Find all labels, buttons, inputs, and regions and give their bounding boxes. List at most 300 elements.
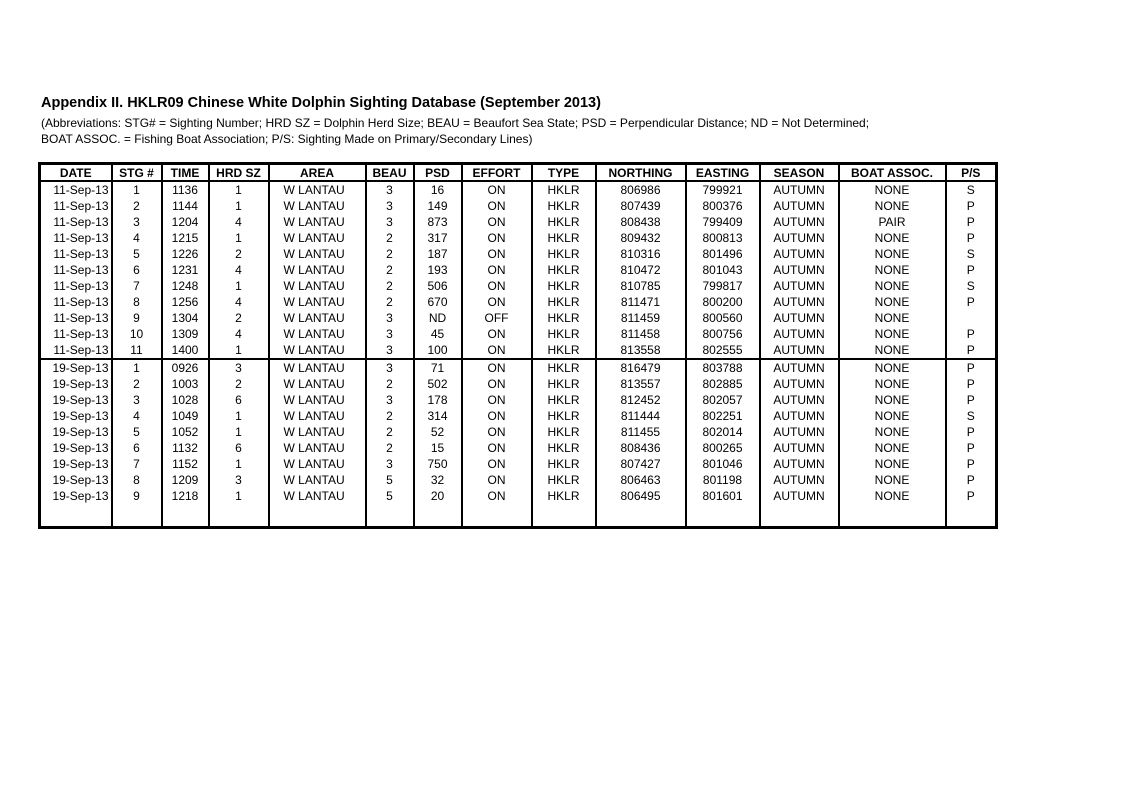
easting-cell: 801198 [686, 472, 760, 488]
season-cell: AUTUMN [760, 472, 839, 488]
boat-assoc-cell: NONE [839, 392, 946, 408]
table-filler-row [40, 504, 997, 528]
area-cell: W LANTAU [269, 392, 366, 408]
season-cell: AUTUMN [760, 359, 839, 376]
ps-cell: P [946, 424, 997, 440]
date-cell: 11-Sep-13 [40, 230, 112, 246]
column-header: PSD [414, 164, 462, 182]
column-header: EFFORT [462, 164, 532, 182]
psd-cell: 15 [414, 440, 462, 456]
northing-cell: 807427 [596, 456, 686, 472]
type-cell: HKLR [532, 359, 596, 376]
date-cell: 19-Sep-13 [40, 456, 112, 472]
ps-cell: P [946, 294, 997, 310]
table-row [40, 310, 997, 326]
table-row [40, 342, 997, 359]
table-header-row [40, 164, 997, 182]
effort-cell: OFF [462, 310, 532, 326]
northing-cell: 810785 [596, 278, 686, 294]
empty-cell [462, 504, 532, 528]
boat-assoc-cell: NONE [839, 198, 946, 214]
psd-cell: 314 [414, 408, 462, 424]
area-cell: W LANTAU [269, 230, 366, 246]
stg-cell: 4 [112, 230, 162, 246]
empty-cell [596, 504, 686, 528]
northing-cell: 807439 [596, 198, 686, 214]
area-cell: W LANTAU [269, 181, 366, 198]
stg-cell: 2 [112, 198, 162, 214]
area-cell: W LANTAU [269, 376, 366, 392]
column-header: STG # [112, 164, 162, 182]
area-cell: W LANTAU [269, 326, 366, 342]
boat-assoc-cell: NONE [839, 456, 946, 472]
herd-size-cell: 4 [209, 214, 269, 230]
beau-cell: 2 [366, 278, 414, 294]
column-header: BEAU [366, 164, 414, 182]
beau-cell: 3 [366, 359, 414, 376]
herd-size-cell: 1 [209, 278, 269, 294]
boat-assoc-cell: NONE [839, 424, 946, 440]
boat-assoc-cell: NONE [839, 294, 946, 310]
time-cell: 0926 [162, 359, 209, 376]
time-cell: 1049 [162, 408, 209, 424]
season-cell: AUTUMN [760, 181, 839, 198]
ps-cell: P [946, 472, 997, 488]
season-cell: AUTUMN [760, 326, 839, 342]
herd-size-cell: 1 [209, 456, 269, 472]
empty-cell [366, 504, 414, 528]
season-cell: AUTUMN [760, 456, 839, 472]
ps-cell: P [946, 214, 997, 230]
beau-cell: 3 [366, 456, 414, 472]
easting-cell: 799409 [686, 214, 760, 230]
boat-assoc-cell: NONE [839, 181, 946, 198]
effort-cell: ON [462, 294, 532, 310]
beau-cell: 2 [366, 294, 414, 310]
beau-cell: 5 [366, 488, 414, 504]
ps-cell: P [946, 230, 997, 246]
psd-cell: 100 [414, 342, 462, 359]
northing-cell: 806463 [596, 472, 686, 488]
psd-cell: 750 [414, 456, 462, 472]
psd-cell: 502 [414, 376, 462, 392]
table-row [40, 198, 997, 214]
stg-cell: 3 [112, 214, 162, 230]
beau-cell: 2 [366, 376, 414, 392]
date-cell: 11-Sep-13 [40, 294, 112, 310]
psd-cell: 670 [414, 294, 462, 310]
stg-cell: 6 [112, 440, 162, 456]
psd-cell: 32 [414, 472, 462, 488]
effort-cell: ON [462, 230, 532, 246]
ps-cell: S [946, 246, 997, 262]
ps-cell: P [946, 440, 997, 456]
northing-cell: 811471 [596, 294, 686, 310]
table-row [40, 230, 997, 246]
type-cell: HKLR [532, 198, 596, 214]
date-cell: 11-Sep-13 [40, 214, 112, 230]
type-cell: HKLR [532, 472, 596, 488]
boat-assoc-cell: NONE [839, 310, 946, 326]
easting-cell: 800376 [686, 198, 760, 214]
easting-cell: 802057 [686, 392, 760, 408]
column-header: EASTING [686, 164, 760, 182]
time-cell: 1204 [162, 214, 209, 230]
date-cell: 11-Sep-13 [40, 198, 112, 214]
boat-assoc-cell: NONE [839, 262, 946, 278]
season-cell: AUTUMN [760, 342, 839, 359]
ps-cell: P [946, 342, 997, 359]
type-cell: HKLR [532, 246, 596, 262]
table-row [40, 294, 997, 310]
time-cell: 1152 [162, 456, 209, 472]
northing-cell: 816479 [596, 359, 686, 376]
easting-cell: 801496 [686, 246, 760, 262]
ps-cell: S [946, 408, 997, 424]
area-cell: W LANTAU [269, 198, 366, 214]
herd-size-cell: 1 [209, 408, 269, 424]
herd-size-cell: 1 [209, 342, 269, 359]
time-cell: 1132 [162, 440, 209, 456]
type-cell: HKLR [532, 488, 596, 504]
herd-size-cell: 1 [209, 488, 269, 504]
stg-cell: 4 [112, 408, 162, 424]
time-cell: 1209 [162, 472, 209, 488]
column-header: P/S [946, 164, 997, 182]
ps-cell: S [946, 181, 997, 198]
ps-cell [946, 310, 997, 326]
northing-cell: 811455 [596, 424, 686, 440]
easting-cell: 799817 [686, 278, 760, 294]
time-cell: 1218 [162, 488, 209, 504]
empty-cell [162, 504, 209, 528]
season-cell: AUTUMN [760, 262, 839, 278]
area-cell: W LANTAU [269, 488, 366, 504]
psd-cell: 16 [414, 181, 462, 198]
beau-cell: 3 [366, 392, 414, 408]
herd-size-cell: 3 [209, 359, 269, 376]
table-row [40, 181, 997, 198]
easting-cell: 799921 [686, 181, 760, 198]
easting-cell: 800200 [686, 294, 760, 310]
empty-cell [532, 504, 596, 528]
northing-cell: 811459 [596, 310, 686, 326]
area-cell: W LANTAU [269, 214, 366, 230]
psd-cell: 149 [414, 198, 462, 214]
stg-cell: 6 [112, 262, 162, 278]
stg-cell: 11 [112, 342, 162, 359]
beau-cell: 2 [366, 440, 414, 456]
stg-cell: 1 [112, 359, 162, 376]
easting-cell: 800756 [686, 326, 760, 342]
time-cell: 1304 [162, 310, 209, 326]
season-cell: AUTUMN [760, 230, 839, 246]
effort-cell: ON [462, 488, 532, 504]
time-cell: 1248 [162, 278, 209, 294]
ps-cell: P [946, 488, 997, 504]
beau-cell: 3 [366, 342, 414, 359]
column-header: AREA [269, 164, 366, 182]
stg-cell: 7 [112, 456, 162, 472]
season-cell: AUTUMN [760, 198, 839, 214]
psd-cell: 71 [414, 359, 462, 376]
empty-cell [414, 504, 462, 528]
area-cell: W LANTAU [269, 278, 366, 294]
herd-size-cell: 1 [209, 230, 269, 246]
beau-cell: 2 [366, 424, 414, 440]
area-cell: W LANTAU [269, 262, 366, 278]
type-cell: HKLR [532, 278, 596, 294]
effort-cell: ON [462, 246, 532, 262]
herd-size-cell: 2 [209, 310, 269, 326]
easting-cell: 802251 [686, 408, 760, 424]
area-cell: W LANTAU [269, 342, 366, 359]
date-cell: 19-Sep-13 [40, 440, 112, 456]
table-row [40, 326, 997, 342]
type-cell: HKLR [532, 456, 596, 472]
ps-cell: S [946, 278, 997, 294]
beau-cell: 5 [366, 472, 414, 488]
boat-assoc-cell: PAIR [839, 214, 946, 230]
easting-cell: 801601 [686, 488, 760, 504]
type-cell: HKLR [532, 424, 596, 440]
effort-cell: ON [462, 376, 532, 392]
date-cell: 19-Sep-13 [40, 472, 112, 488]
date-cell: 19-Sep-13 [40, 488, 112, 504]
psd-cell: 187 [414, 246, 462, 262]
type-cell: HKLR [532, 262, 596, 278]
stg-cell: 1 [112, 181, 162, 198]
time-cell: 1309 [162, 326, 209, 342]
table-row [40, 376, 997, 392]
season-cell: AUTUMN [760, 408, 839, 424]
stg-cell: 7 [112, 278, 162, 294]
date-cell: 11-Sep-13 [40, 310, 112, 326]
psd-cell: 20 [414, 488, 462, 504]
beau-cell: 3 [366, 214, 414, 230]
sighting-table [38, 162, 998, 529]
date-cell: 19-Sep-13 [40, 424, 112, 440]
column-header: BOAT ASSOC. [839, 164, 946, 182]
effort-cell: ON [462, 472, 532, 488]
herd-size-cell: 1 [209, 181, 269, 198]
herd-size-cell: 2 [209, 376, 269, 392]
stg-cell: 2 [112, 376, 162, 392]
ps-cell: P [946, 456, 997, 472]
herd-size-cell: 3 [209, 472, 269, 488]
area-cell: W LANTAU [269, 310, 366, 326]
boat-assoc-cell: NONE [839, 408, 946, 424]
date-cell: 11-Sep-13 [40, 181, 112, 198]
column-header: TIME [162, 164, 209, 182]
season-cell: AUTUMN [760, 424, 839, 440]
time-cell: 1052 [162, 424, 209, 440]
area-cell: W LANTAU [269, 294, 366, 310]
stg-cell: 3 [112, 392, 162, 408]
table-row [40, 214, 997, 230]
stg-cell: 5 [112, 246, 162, 262]
area-cell: W LANTAU [269, 408, 366, 424]
abbreviations-line-2: BOAT ASSOC. = Fishing Boat Association; P/S: Sighting Made on Primary/Secondary Lines) [41, 132, 533, 146]
beau-cell: 2 [366, 246, 414, 262]
table-row [40, 262, 997, 278]
empty-cell [946, 504, 997, 528]
area-cell: W LANTAU [269, 359, 366, 376]
stg-cell: 8 [112, 472, 162, 488]
psd-cell: 45 [414, 326, 462, 342]
stg-cell: 5 [112, 424, 162, 440]
abbreviations-note [41, 115, 869, 147]
abbreviations-line-1: (Abbreviations: STG# = Sighting Number; HRD SZ = Dolphin Herd Size; BEAU = Beaufort Sea State; PSD = Perpendicular Distance; ND = Not Determined; [41, 116, 870, 130]
herd-size-cell: 6 [209, 392, 269, 408]
herd-size-cell: 1 [209, 424, 269, 440]
northing-cell: 810316 [596, 246, 686, 262]
season-cell: AUTUMN [760, 440, 839, 456]
effort-cell: ON [462, 456, 532, 472]
easting-cell: 800265 [686, 440, 760, 456]
boat-assoc-cell: NONE [839, 278, 946, 294]
empty-cell [269, 504, 366, 528]
time-cell: 1003 [162, 376, 209, 392]
herd-size-cell: 6 [209, 440, 269, 456]
season-cell: AUTUMN [760, 294, 839, 310]
date-cell: 19-Sep-13 [40, 408, 112, 424]
effort-cell: ON [462, 278, 532, 294]
effort-cell: ON [462, 440, 532, 456]
beau-cell: 2 [366, 408, 414, 424]
northing-cell: 810472 [596, 262, 686, 278]
ps-cell: P [946, 198, 997, 214]
beau-cell: 3 [366, 181, 414, 198]
psd-cell: 178 [414, 392, 462, 408]
time-cell: 1226 [162, 246, 209, 262]
area-cell: W LANTAU [269, 456, 366, 472]
psd-cell: 873 [414, 214, 462, 230]
empty-cell [112, 504, 162, 528]
ps-cell: P [946, 326, 997, 342]
date-cell: 11-Sep-13 [40, 326, 112, 342]
time-cell: 1136 [162, 181, 209, 198]
boat-assoc-cell: NONE [839, 488, 946, 504]
type-cell: HKLR [532, 230, 596, 246]
effort-cell: ON [462, 262, 532, 278]
season-cell: AUTUMN [760, 214, 839, 230]
beau-cell: 3 [366, 326, 414, 342]
effort-cell: ON [462, 424, 532, 440]
herd-size-cell: 4 [209, 262, 269, 278]
stg-cell: 9 [112, 488, 162, 504]
boat-assoc-cell: NONE [839, 472, 946, 488]
time-cell: 1400 [162, 342, 209, 359]
boat-assoc-cell: NONE [839, 359, 946, 376]
table-row [40, 246, 997, 262]
easting-cell: 801043 [686, 262, 760, 278]
date-cell: 19-Sep-13 [40, 376, 112, 392]
empty-cell [686, 504, 760, 528]
type-cell: HKLR [532, 408, 596, 424]
date-cell: 19-Sep-13 [40, 392, 112, 408]
type-cell: HKLR [532, 326, 596, 342]
northing-cell: 813558 [596, 342, 686, 359]
northing-cell: 811444 [596, 408, 686, 424]
area-cell: W LANTAU [269, 424, 366, 440]
type-cell: HKLR [532, 181, 596, 198]
date-cell: 19-Sep-13 [40, 359, 112, 376]
stg-cell: 9 [112, 310, 162, 326]
table-row [40, 440, 997, 456]
season-cell: AUTUMN [760, 488, 839, 504]
northing-cell: 808436 [596, 440, 686, 456]
northing-cell: 806495 [596, 488, 686, 504]
beau-cell: 2 [366, 230, 414, 246]
psd-cell: ND [414, 310, 462, 326]
type-cell: HKLR [532, 214, 596, 230]
column-header: TYPE [532, 164, 596, 182]
table-row [40, 408, 997, 424]
herd-size-cell: 2 [209, 246, 269, 262]
effort-cell: ON [462, 342, 532, 359]
psd-cell: 317 [414, 230, 462, 246]
page-title: Appendix II. HKLR09 Chinese White Dolphin Sighting Database (September 2013) [41, 95, 601, 111]
northing-cell: 808438 [596, 214, 686, 230]
stg-cell: 10 [112, 326, 162, 342]
type-cell: HKLR [532, 392, 596, 408]
type-cell: HKLR [532, 294, 596, 310]
northing-cell: 811458 [596, 326, 686, 342]
effort-cell: ON [462, 181, 532, 198]
effort-cell: ON [462, 326, 532, 342]
boat-assoc-cell: NONE [839, 342, 946, 359]
psd-cell: 193 [414, 262, 462, 278]
type-cell: HKLR [532, 440, 596, 456]
date-cell: 11-Sep-13 [40, 262, 112, 278]
time-cell: 1028 [162, 392, 209, 408]
effort-cell: ON [462, 408, 532, 424]
table-row [40, 472, 997, 488]
effort-cell: ON [462, 392, 532, 408]
column-header: HRD SZ [209, 164, 269, 182]
boat-assoc-cell: NONE [839, 230, 946, 246]
type-cell: HKLR [532, 376, 596, 392]
northing-cell: 806986 [596, 181, 686, 198]
herd-size-cell: 1 [209, 198, 269, 214]
time-cell: 1144 [162, 198, 209, 214]
season-cell: AUTUMN [760, 392, 839, 408]
column-header: NORTHING [596, 164, 686, 182]
easting-cell: 803788 [686, 359, 760, 376]
table-row [40, 488, 997, 504]
table-row [40, 424, 997, 440]
boat-assoc-cell: NONE [839, 246, 946, 262]
season-cell: AUTUMN [760, 278, 839, 294]
table-row [40, 392, 997, 408]
beau-cell: 2 [366, 262, 414, 278]
season-cell: AUTUMN [760, 246, 839, 262]
time-cell: 1215 [162, 230, 209, 246]
time-cell: 1256 [162, 294, 209, 310]
area-cell: W LANTAU [269, 440, 366, 456]
ps-cell: P [946, 376, 997, 392]
easting-cell: 800813 [686, 230, 760, 246]
empty-cell [40, 504, 112, 528]
time-cell: 1231 [162, 262, 209, 278]
date-cell: 11-Sep-13 [40, 246, 112, 262]
beau-cell: 3 [366, 198, 414, 214]
boat-assoc-cell: NONE [839, 376, 946, 392]
boat-assoc-cell: NONE [839, 440, 946, 456]
empty-cell [209, 504, 269, 528]
ps-cell: P [946, 262, 997, 278]
